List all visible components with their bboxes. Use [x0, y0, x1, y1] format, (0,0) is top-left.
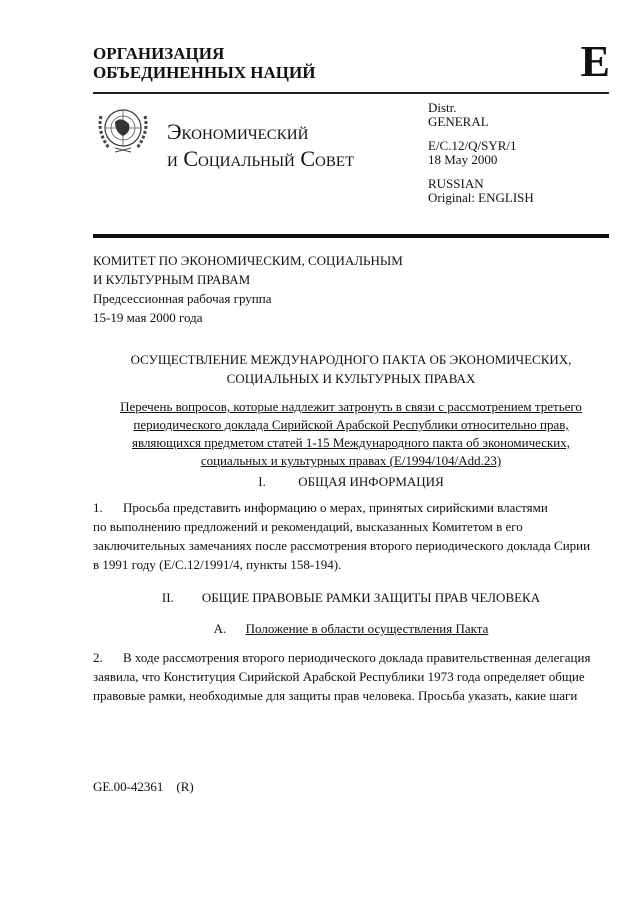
council-name: [167, 118, 354, 172]
paragraph-line: заключительных замечаниях после рассмотрения второго периодического доклада Сирии: [93, 538, 591, 553]
org-line: ОРГАНИЗАЦИЯ: [93, 44, 225, 63]
job-number: GE.00-42361 (R): [93, 779, 194, 794]
subsection-title: Положение в области осуществления Пакта: [245, 621, 489, 636]
original-language: Original: ENGLISH: [428, 190, 534, 205]
section-number: II.: [161, 590, 174, 605]
subsection-heading: [93, 619, 609, 638]
document-subtitle: [93, 398, 609, 470]
paragraph-1: [93, 498, 609, 574]
document-symbol: E/C.12/Q/SYR/1: [428, 138, 517, 153]
un-emblem-icon: [93, 100, 153, 160]
document-title: [93, 350, 609, 388]
divider: [93, 92, 609, 94]
language: RUSSIAN: [428, 176, 484, 191]
section-heading: [93, 588, 609, 607]
committee-line: 15-19 мая 2000 года: [93, 310, 203, 325]
paragraph-line: по выполнению предложений и рекомендаций, высказанных Комитетом в его: [93, 519, 523, 534]
committee-block: [93, 251, 403, 327]
subtitle-line: Перечень вопросов, которые надлежит затронуть в связи с рассмотрением третьего: [120, 399, 582, 414]
paragraph-line: В ходе рассмотрения второго периодического доклада правительственная делегация: [123, 650, 591, 665]
council-line: Экономический: [167, 119, 309, 144]
paragraph-line: правовые рамки, необходимые для защиты прав человека. Просьба указать, какие шаги: [93, 688, 578, 703]
divider: [93, 234, 609, 238]
language-letter: E: [580, 37, 610, 86]
paragraph-line: Просьба представить информацию о мерах, принятых сирийскими властями: [123, 500, 548, 515]
committee-line: Предсессионная рабочая группа: [93, 291, 272, 306]
subsection-number: A.: [213, 621, 227, 636]
committee-line: И КУЛЬТУРНЫМ ПРАВАМ: [93, 272, 251, 287]
distr: Distr.: [428, 100, 457, 115]
paragraph-number: 2.: [93, 650, 103, 665]
organization-name: [93, 44, 315, 82]
paragraph-number: 1.: [93, 500, 103, 515]
section-title: ОБЩАЯ ИНФОРМАЦИЯ: [298, 474, 444, 489]
section-title: ОБЩИЕ ПРАВОВЫЕ РАМКИ ЗАЩИТЫ ПРАВ ЧЕЛОВЕКА: [201, 590, 541, 605]
subtitle-line: социальных и культурных правах (E/1994/104/Add.23): [200, 453, 502, 468]
title-line: СОЦИАЛЬНЫХ И КУЛЬТУРНЫХ ПРАВАХ: [226, 371, 476, 386]
document-metadata: [428, 101, 534, 205]
section-number: I.: [258, 474, 266, 489]
distr-type: GENERAL: [428, 114, 489, 129]
section-heading: [93, 472, 609, 491]
paragraph-line: в 1991 году (E/C.12/1991/4, пункты 158-194).: [93, 557, 342, 572]
paragraph-2: [93, 648, 609, 705]
committee-line: КОМИТЕТ ПО ЭКОНОМИЧЕСКИМ, СОЦИАЛЬНЫМ: [93, 253, 403, 268]
paragraph-line: заявила, что Конституция Сирийской Арабской Республики 1973 года определяет общие: [93, 669, 585, 684]
subtitle-line: являющихся предметом статей 1-15 Международного пакта об экономических,: [132, 435, 570, 450]
council-line: и Социальный Совет: [167, 146, 355, 171]
document-date: 18 May 2000: [428, 152, 498, 167]
title-line: ОСУЩЕСТВЛЕНИЕ МЕЖДУНАРОДНОГО ПАКТА ОБ ЭКОНОМИЧЕСКИХ,: [130, 352, 572, 367]
org-line: ОБЪЕДИНЕННЫХ НАЦИЙ: [93, 63, 316, 82]
subtitle-line: периодического доклада Сирийской Арабской Республики относительно прав,: [133, 417, 569, 432]
